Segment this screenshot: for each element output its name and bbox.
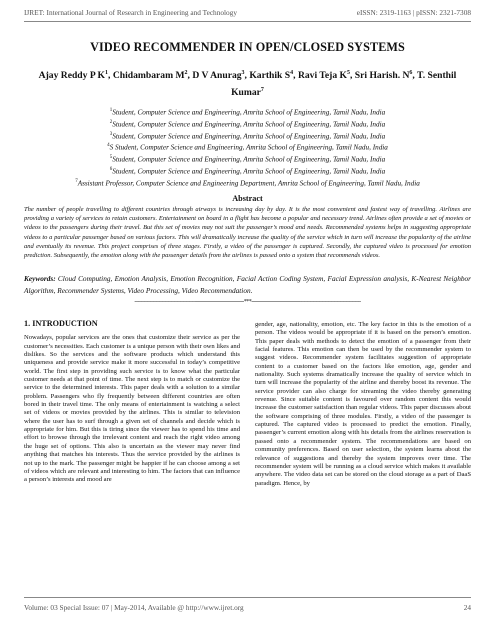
author-affiliation-mark: 5 — [346, 70, 350, 76]
abstract-text: The number of people travelling to different countries through airways is increasing day by day. It is the most convenient and fastest way of travelling. Airlines are providing a variety of services to retain customers. Entertainment on board in a flight has become a popular and necessary trend. Airlines often provide a set of movies or videos to the passengers during their travel. But this set of movies may not suit the passenger’s mood and needs. Recommended systems helps in suggesting appropriate videos to a particular passenger based on various factors. This will dramatically increase the quality of the service which in turn will increase the popularity of the airline and eventually its revenue. This project comprises of three stages. Firstly, a video of the passenger is captured. Secondly, the captured video is processed for emotion prediction. Subsequently, the emotion along with the passenger details from the airlines is passed onto a system that recommends videos. — [24, 206, 471, 260]
affiliation-text: S Student, Computer Science and Engineering, Amrita School of Engineering, Tamil Nadu, India — [109, 143, 388, 152]
affiliation-text: Student, Computer Science and Engineering, Amrita School of Engineering, Tamil Nadu, India — [112, 155, 386, 164]
author-name: T. Senthil Kumar — [231, 70, 457, 99]
author-affiliation-mark: 2 — [184, 70, 188, 76]
running-header — [24, 8, 471, 20]
author-affiliation-mark: 7 — [260, 87, 264, 94]
keywords — [24, 273, 471, 297]
affiliation-line — [24, 130, 471, 142]
left-column-text: Nowadays, popular services are the ones that customize their service as per the customer’s necessities. Each customer is a unique person with their own likes and dislikes. So the services and the software products which understand this uniqueness and provide service make it more successful in today’s competitive world. The first step in providing such service is to know what the particular customer needs at that point of time. The next step is to match or customize the service to the determined interests. This paper deals with a solution to a similar problem. Passengers who fly frequently between different countries are often bored in their travel time. The only means of entertainment is watching a select set of videos or movies provided by the airlines. This is similar to television where the user has to surf through a given set of channels and decide which is appropriate for him. But this is tiring since the viewer has to spend his time and effort to browse through the irrelevant content and reach the right video among the huge set of options. This also is uncertain as the viewer may never find anything that matches his interests. Thus the service provided by the airlines is not up to the mark. The passenger might be happier if he can choose among a set of videos which are relevant and interesting to him. The factors that can influence a person’s interests and mood are — [24, 334, 240, 484]
affiliation-mark: 3 — [109, 131, 113, 137]
volume-info: Volume: 03 Special Issue: 07 | May-2014, Available @ http://www.ijret.org — [24, 603, 244, 612]
affiliation-mark: 1 — [109, 108, 113, 113]
author-name: Ravi Teja K — [297, 70, 347, 82]
affiliation-text: Student, Computer Science and Engineering, Amrita School of Engineering, Tamil Nadu, India — [112, 108, 386, 117]
left-column — [24, 320, 240, 485]
running-footer — [24, 603, 471, 612]
affiliation-mark: 4 — [107, 143, 110, 149]
section-heading: 1. INTRODUCTION — [24, 319, 98, 328]
affiliation-mark: 7 — [75, 178, 78, 184]
affiliation-mark: 2 — [109, 119, 113, 125]
author-affiliation-mark: 4 — [290, 70, 294, 76]
author-name: Sri Harish. N — [354, 70, 410, 82]
affiliation-text: Assistant Professor, Computer Science and Engineering Department, Amrita School of Engineering, Tamil Nadu, India — [77, 179, 420, 188]
section-separator: -------------------------------------------------------------------------***------------------------------------------------------------------------- — [134, 299, 361, 305]
affiliation-line — [24, 118, 471, 130]
affiliation-line — [24, 177, 471, 189]
affiliation-line — [24, 153, 471, 165]
issn: eISSN: 2319-1163 | pISSN: 2321-7308 — [356, 8, 471, 17]
affiliation-text: Student, Computer Science and Engineering, Amrita School of Engineering, Tamil Nadu, India — [112, 131, 386, 140]
affiliation-line — [24, 141, 471, 153]
author-list: Ajay Reddy P $K^1$, Chidambaram $M^2$, D V Anurag$^3$, Karthik $S^4$, Ravi Teja $K^5$, Sri Harish. $N^6$, T. Senthil Kumar$^7$ — [38, 70, 457, 99]
right-column — [255, 321, 471, 488]
right-column-text: gender, age, nationality, emotion, etc. The key factor in this is the emotion of a person. The videos would be appropriate if it is based on the person’s emotion. This paper deals with methods to detect the emotion of a passenger from their facial features. This emotion can then be used by the recommender system to suggest videos. Recommender system facilitates suggestion of appropriate content to a customer based on the factors like emotion, age, gender and nationality. Such systems dramatically increase the quality of service which in turn will increase the popularity of the airline and thereby boost its revenue. The service provider can also charge for streaming the video thereby generating revenue. Since suitable content is favoured over random content this would increase the customer satisfaction than regular videos. This paper discusses about the software comprising of three modules. Firstly, a video of the passenger is captured. The captured video is processed to predict the emotion. Finally, passenger’s current emotion along with his details from the airlines reservation is passed onto a recommender system. The recommendations are based on community preferences. Based on user selection, the system learns about the relevance of suggestions and thereby the system improves over time. The recommender system will be running as a cloud service which makes it available anywhere. The video data set can be stored on the cloud storage as a part of DaaS paradigm. Hence, by — [255, 321, 471, 487]
affiliation-mark: 6 — [109, 166, 113, 172]
affiliation-line — [24, 165, 471, 177]
keywords-label: Keywords: — [24, 274, 56, 283]
affiliation-list — [24, 106, 471, 189]
abstract-heading: Abstract — [232, 194, 263, 203]
affiliation-line — [24, 106, 471, 118]
author-name: Chidambaram M — [112, 70, 185, 82]
author-name: Ajay Reddy P K — [38, 70, 106, 82]
affiliation-mark: 5 — [109, 155, 113, 161]
header-rule — [24, 21, 471, 22]
affiliation-text: Student, Computer Science and Engineering, Amrita School of Engineering, Tamil Nadu, India — [112, 167, 386, 176]
page-number: 24 — [463, 603, 471, 612]
keywords-text: Cloud Computing, Emotion Analysis, Emotion Recognition, Facial Action Coding System, Facial Expression analysis, K-Nearest Neighbor Algorithm, Recommender Systems, Video Processing, Video Recommendation. — [24, 274, 471, 295]
author-affiliation-mark: 6 — [409, 70, 413, 76]
journal-name: IJRET: International Journal of Research in Engineering and Technology — [24, 8, 237, 17]
paper-title: VIDEO RECOMMENDER IN OPEN/CLOSED SYSTEMS — [90, 40, 405, 54]
author-affiliation-mark: 3 — [241, 70, 245, 76]
affiliation-text: Student, Computer Science and Engineering, Amrita School of Engineering, Tamil Nadu, India — [112, 120, 386, 129]
footer-rule — [24, 597, 471, 598]
author-name: D V Anurag — [192, 70, 242, 82]
author-name: Karthik S — [249, 70, 291, 82]
author-affiliation-mark: 1 — [105, 70, 109, 76]
